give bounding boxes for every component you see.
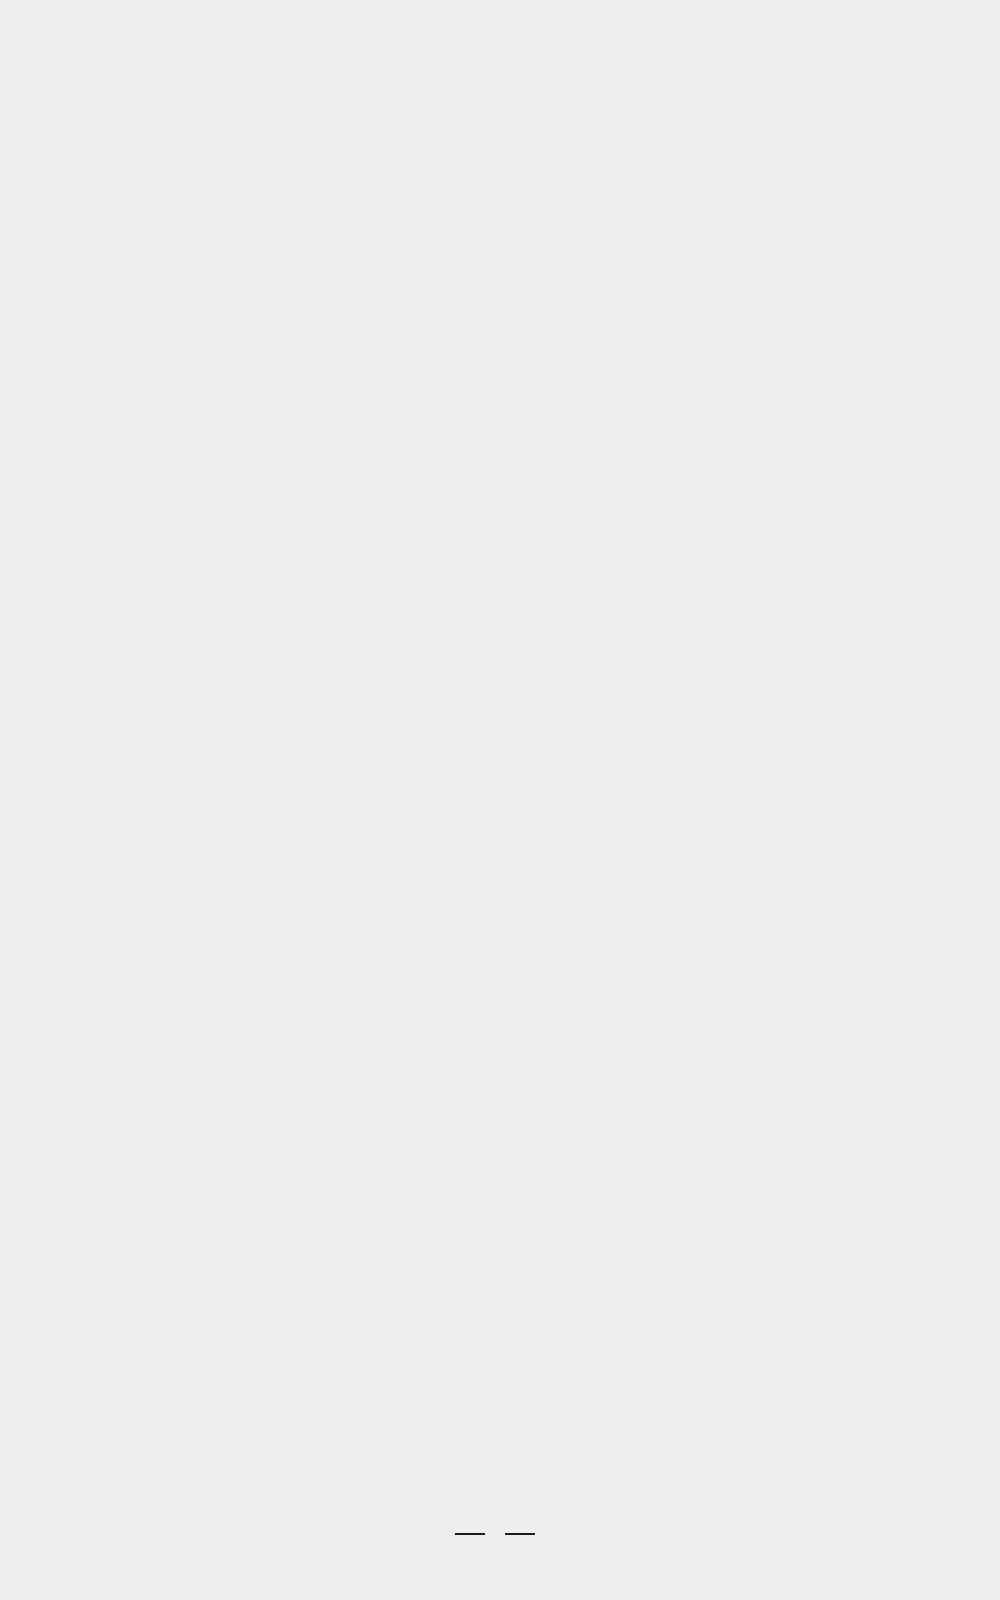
page-number [180, 1522, 810, 1544]
answer-page [180, 34, 810, 40]
